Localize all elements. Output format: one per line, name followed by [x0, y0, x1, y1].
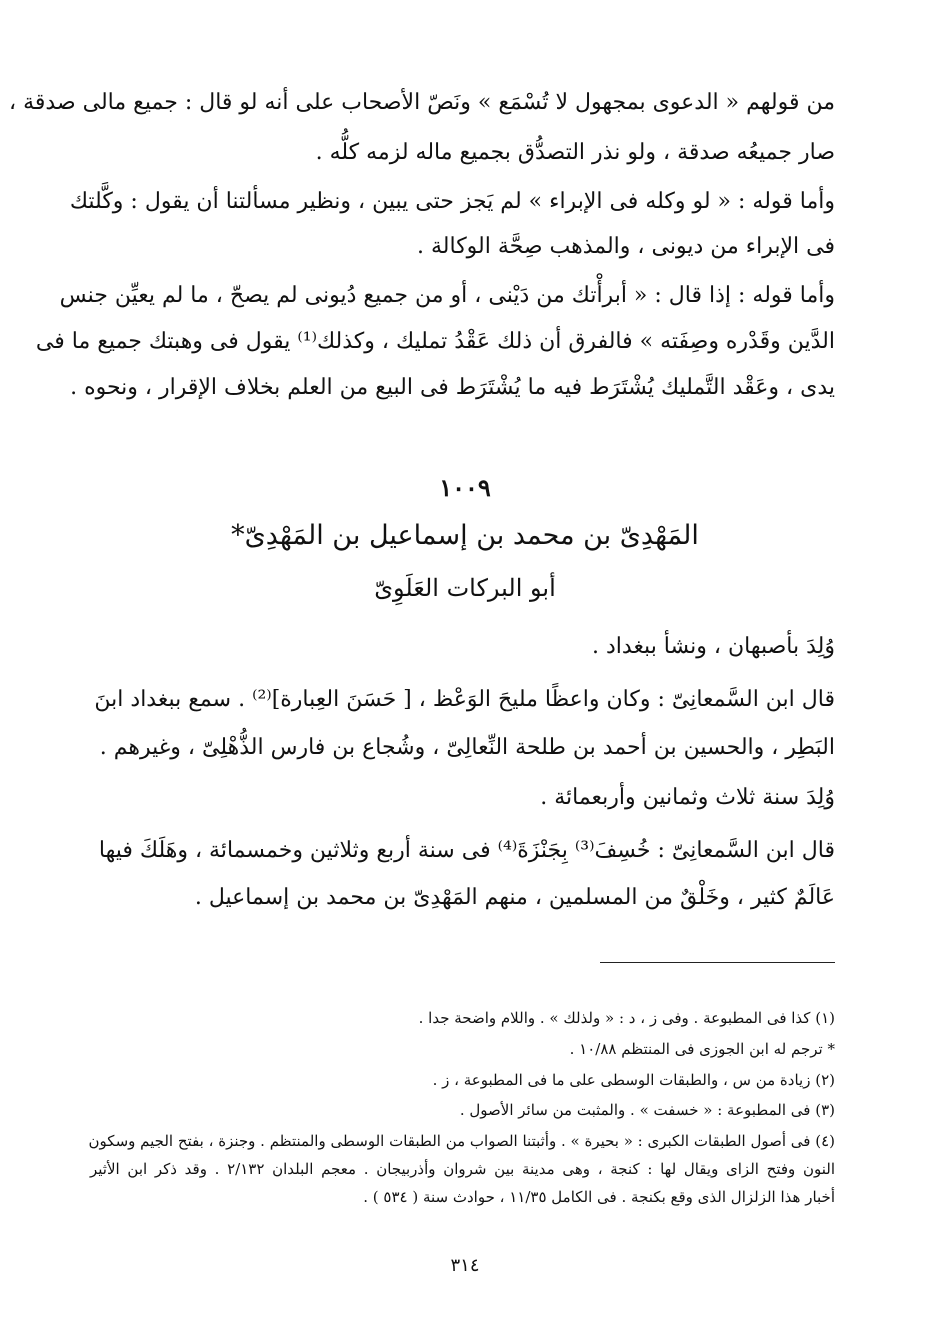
- body-line: وأما قوله : إذا قال : « أبرأْتك من دَيْنى ، أو من جميع دُيونى لم يصحّ ، ما لم يعيِّن جنس: [59, 283, 835, 308]
- footnote-divider: [600, 962, 835, 963]
- body-line: البَطِر ، والحسين بن أحمد بن طلحة النِّعالِىّ ، وشُجاع بن فارس الذُّهْلِىّ ، وغيرهم .: [99, 735, 835, 760]
- body-line: قال ابن السَّمعانِىّ : خُسِفَ⁽³⁾ بِجَنْزَةَ⁽⁴⁾ فى سنة أربع وثلاثين وخمسمائة ، وهَلَكَ فيها: [98, 838, 835, 863]
- footnote: * ترجم له ابن الجوزى فى المنتظم ١٠/٨٨ .: [569, 1040, 835, 1058]
- footnote: أخبار هذا الزلزال الذى وقع بكنجة . فى الكامل ١١/٣٥ ، حوادث سنة ( ٥٣٤ ) .: [363, 1188, 835, 1206]
- footnote: (١) كذا فى المطبوعة . وفى ز ، د : « ولذلك » . واللام واضحة جدا .: [418, 1009, 835, 1027]
- body-line: قال ابن السَّمعانِىّ : وكان واعظًا مليحَ الوَعْظ ، [ حَسَنَ العِبارة]⁽²⁾ . سمع ببغداد ابنَ: [94, 687, 835, 712]
- entry-kunya: أبو البركات العَلَوِىّ: [374, 574, 556, 602]
- body-line: الدَّين وقَدْره وصِفَته » فالفرق أن ذلك عَقْدُ تمليك ، وكذلك⁽¹⁾ يقول فى وهبتك جميع ما فى: [35, 329, 835, 354]
- body-line: من قولهم « الدعوى بمجهول لا تُسْمَع » ونَصّ الأصحاب على أنه لو قال : جميع مالى صدقة ،: [9, 90, 835, 115]
- footnote: (٤) فى أصول الطبقات الكبرى : « بحيرة » . وأثبتنا الصواب من الطبقات الوسطى والمنتظم . وجنزة ، بفتح الجيم وسكون: [88, 1132, 835, 1150]
- footnote: (٣) فى المطبوعة : « خسفت » . والمثبت من سائر الأصول .: [459, 1101, 835, 1119]
- footnote: النون وفتح الزاى ويقال لها : كنجة ، وهى مدينة بين شروان وأذربيجان . معجم البلدان ٢/١٣٢ . وقد ذكر ابن الأثير: [90, 1160, 835, 1178]
- body-line: وُلِدَ بأصبهان ، ونشأ ببغداد .: [592, 634, 835, 659]
- body-line: وأما قوله : « لو وكله فى الإبراء » لم يَجز حتى يبين ، ونظير مسألتنا أن يقول : وكَّلتك: [69, 189, 835, 214]
- page-number: ٣١٤: [450, 1255, 480, 1276]
- footnote: (٢) زيادة من س ، والطبقات الوسطى على ما فى المطبوعة ، ز .: [432, 1071, 835, 1089]
- body-line: عَالَمٌ كثير ، وخَلْقٌ من المسلمين ، منهم المَهْدِىّ بن محمد بن إسماعيل .: [194, 885, 835, 910]
- body-line: فى الإبراء من ديونى ، والمذهب صِحَّة الوكالة .: [417, 234, 835, 259]
- entry-number: ١٠٠٩: [439, 473, 491, 502]
- entry-name: المَهْدِىّ بن محمد بن إسماعيل بن المَهْدِىّ*: [231, 520, 699, 551]
- body-line: يدى ، وعَقْد التَّمليك يُشْتَرَط فيه ما يُشْتَرَط فى البيع من العلم بخلاف الإقرار ، ونحوه .: [70, 375, 835, 400]
- body-line: وُلِدَ سنة ثلاث وثمانين وأربعمائة .: [540, 785, 835, 810]
- body-line: صار جميعُه صدقة ، ولو نذر التصدُّق بجميع ماله لزمه كلُّه .: [315, 140, 835, 165]
